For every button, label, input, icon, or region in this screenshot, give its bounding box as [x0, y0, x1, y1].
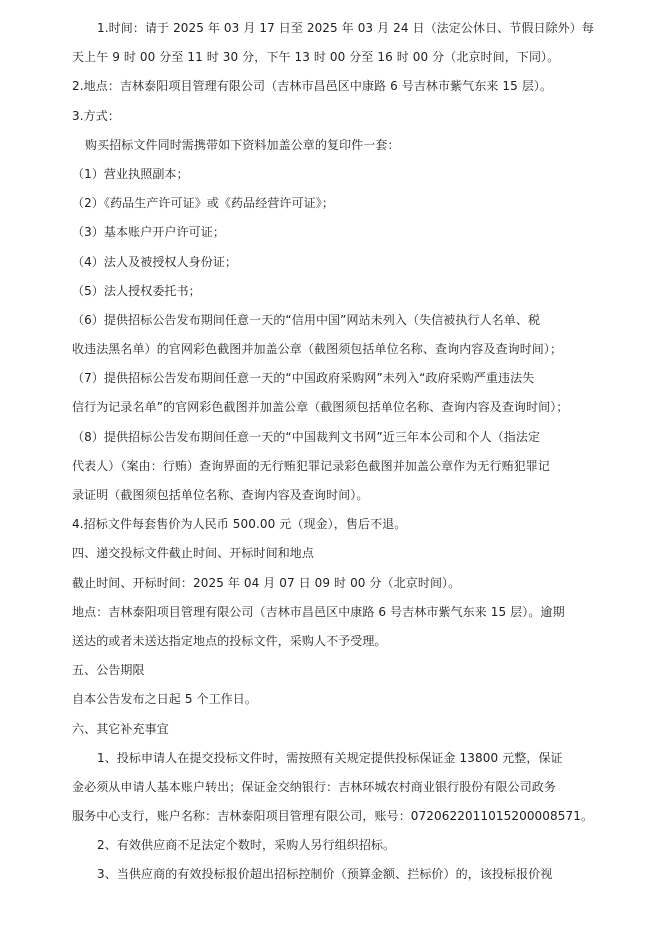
method-intro: 购买招标文件同时需携带如下资料加盖公章的复印件一套：: [85, 137, 400, 152]
supplement-item-2: 2、有效供应商不足法定个数时，采购人另行组织招标。: [97, 838, 396, 853]
supplement-item-1-line-2: 金必须从申请人基本账户转出；保证金交纳银行：吉林环城农村商业银行股份有限公司政务: [72, 779, 557, 794]
supplement-item-1-line-3: 服务中心支行，账户名称：吉林泰阳项目管理有限公司，账号：0720622011015200008571。: [72, 809, 594, 824]
price-paragraph: 4.招标文件每套售价为人民币 500.00 元（现金），售后不退。: [72, 517, 407, 532]
list-item-1: （1）营业执照副本；: [72, 166, 189, 181]
supplement-item-1-line-1: 1、投标申请人在提交投标文件时，需按照有关规定提供投标保证金 13800 元整，保证: [97, 750, 563, 765]
section-five-heading: 五、公告期限: [72, 663, 145, 678]
list-item-5: （5）法人授权委托书；: [72, 283, 201, 298]
deadline-paragraph: 截止时间、开标时间：2025 年 04 月 07 日 09 时 00 分（北京时间）。: [72, 575, 461, 590]
method-heading: 3.方式：: [72, 108, 120, 123]
list-item-8-line-1: （8）提供招标公告发布期间任意一天的“中国裁判文书网”近三年本公司和个人（指法定: [72, 429, 541, 444]
list-item-7-line-1: （7）提供招标公告发布期间任意一天的“中国政府采购网”未列入“政府采购严重违法失: [72, 371, 535, 386]
section-six-heading: 六、其它补充事宜: [72, 721, 169, 736]
time-paragraph-line-2: 天上午 9 时 00 分至 11 时 30 分，下午 13 时 00 分至 16 时 00 分（北京时间，下同）。: [72, 50, 560, 65]
submission-location-line-2: 送达的或者未送达指定地点的投标文件，采购人不予受理。: [72, 633, 387, 648]
location-paragraph: 2.地点：吉林泰阳项目管理有限公司（吉林市昌邑区中康路 6 号吉林市紫气东来 15 层）。: [72, 79, 553, 94]
document-page: [72, 14, 608, 890]
list-item-6-line-2: 收违法黑名单）的官网彩色截图并加盖公章（截图须包括单位名称、查询内容及查询时间）；: [72, 342, 563, 357]
time-paragraph-line-1: 1.时间：请于 2025 年 03 月 17 日至 2025 年 03 月 24 日（法定公休日、节假日除外）每: [97, 21, 594, 35]
list-item-6-line-1: （6）提供招标公告发布期间任意一天的“信用中国”网站未列入（失信被执行人名单、税: [72, 312, 541, 327]
announcement-period: 自本公告发布之日起 5 个工作日。: [72, 692, 257, 707]
submission-location-line-1: 地点：吉林泰阳项目管理有限公司（吉林市昌邑区中康路 6 号吉林市紫气东来 15 层）。逾期: [72, 604, 565, 619]
list-item-8-line-2: 代表人）（案由：行贿）查询界面的无行贿犯罪记录彩色截图并加盖公章作为无行贿犯罪记: [72, 458, 551, 473]
supplement-item-3-line-1: 3、当供应商的有效投标报价超出招标控制价（预算金额、拦标价）的，该投标报价视: [97, 867, 553, 882]
list-item-4: （4）法人及被授权人身份证；: [72, 254, 238, 269]
section-four-heading: 四、递交投标文件截止时间、开标时间和地点: [72, 546, 315, 561]
list-item-2: （2）《药品生产许可证》或《药品经营许可证》；: [72, 196, 334, 211]
list-item-3: （3）基本账户开户许可证；: [72, 225, 225, 240]
list-item-8-line-3: 录证明（截图须包括单位名称、查询内容及查询时间）。: [72, 488, 369, 502]
list-item-7-line-2: 信行为记录名单”的官网彩色截图并加盖公章（截图须包括单位名称、查询内容及查询时间）；: [72, 400, 569, 415]
